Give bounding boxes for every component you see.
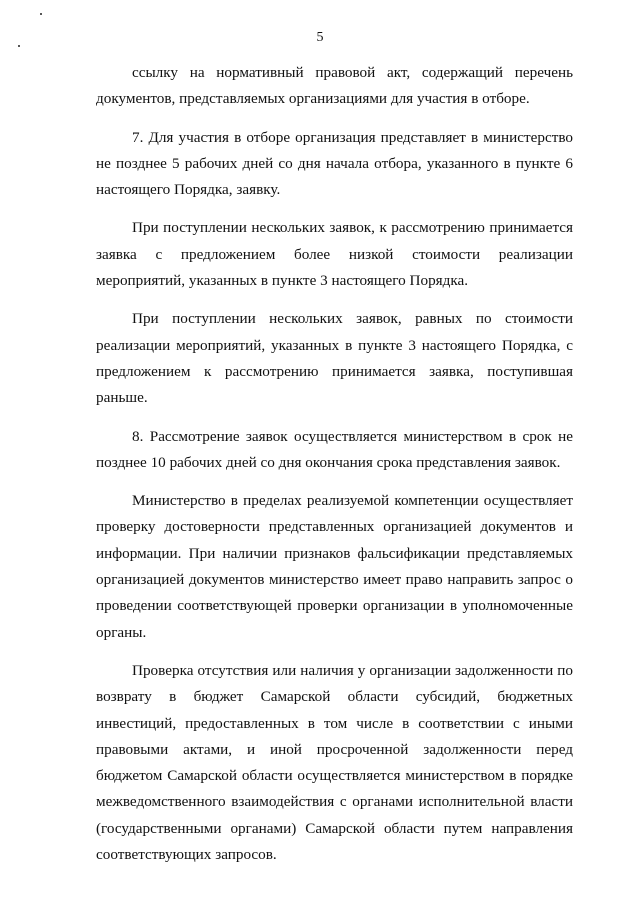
- paragraph-verification: Министерство в пределах реализуемой компетенции осуществляет проверку достоверности представленных организацией документов и информации. При наличии признаков фальсификации представляемых организацией документов министерство имеет право направить запрос о проведении соответствующей проверки организации в уполномоченные органы.: [96, 492, 573, 641]
- paragraph-equal-cost: При поступлении нескольких заявок, равных по стоимости реализации мероприятий, указанных в пункте 3 настоящего Порядка, с предложением к рассмотрению принимается заявка, поступившая раньше.: [96, 310, 573, 407]
- page-number: 5: [316, 30, 324, 45]
- paragraph-clause-8: 8. Рассмотрение заявок осуществляется министерством в срок не позднее 10 рабочих дней со дня окончания срока представления заявок.: [96, 427, 573, 471]
- paragraph-debt-check: Проверка отсутствия или наличия у организации задолженности по возврату в бюджет Самарской области субсидий, бюджетных инвестиций, предоставленных в том числе в соответствии с иными правовыми актами, и иной просроченной задолженности перед бюджетом Самарской области осуществляется министерством в порядке межведомственного взаимодействия с органами исполнительной власти (государственными органами) Самарской области путем направления соответствующих запросов.: [96, 661, 573, 864]
- paragraph-clause-7: 7. Для участия в отборе организация представляет в министерство не позднее 5 рабочих дней со дня начала отбора, указанного в пункте 6 настоящего Порядка, заявку.: [96, 128, 573, 199]
- paragraph-multiple-applications: При поступлении нескольких заявок, к рассмотрению принимается заявка с предложением более низкой стоимости реализации мероприятий, указанных в пункте 3 настоящего Порядка.: [96, 219, 573, 290]
- scan-speck: [40, 13, 42, 15]
- document-body: [96, 60, 573, 880]
- paragraph-continuation: ссылку на нормативный правовой акт, содержащий перечень документов, представляемых организациями для участия в отборе.: [96, 64, 573, 108]
